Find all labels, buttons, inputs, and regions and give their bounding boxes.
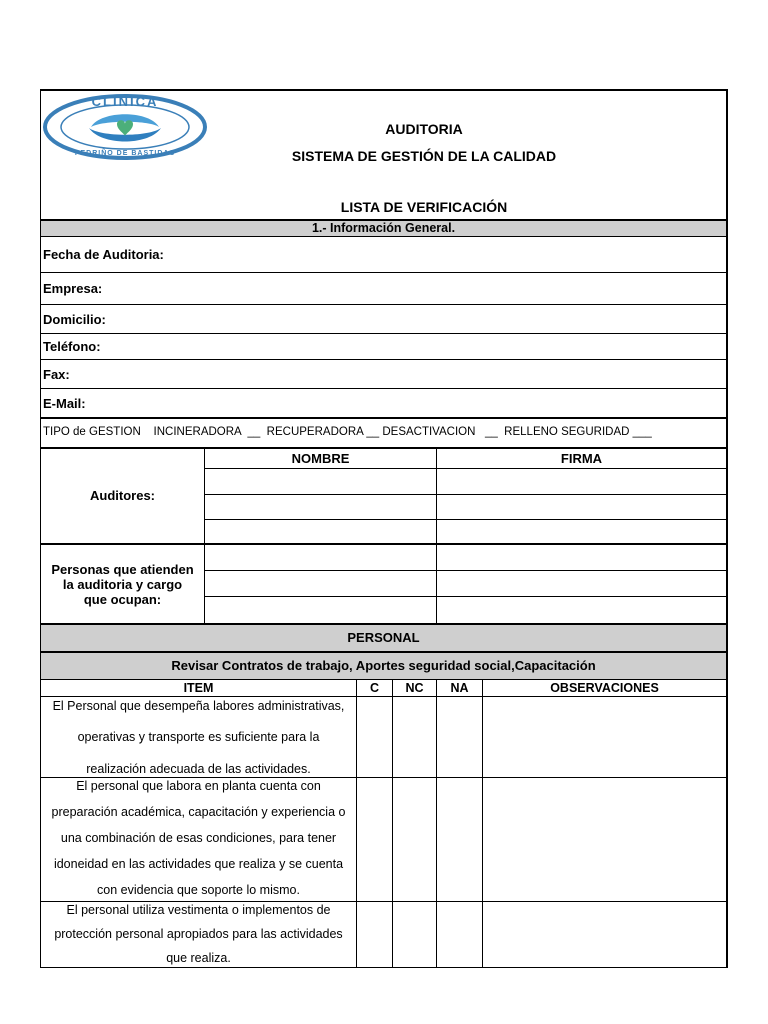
- logo-bottom-text: PEDRIÑO DE BASTIDAS: [74, 150, 176, 157]
- personas-label-2: la auditoria y cargo: [62, 577, 183, 592]
- col-firma: FIRMA: [560, 451, 603, 466]
- col-c: C: [369, 681, 380, 695]
- col-nombre: NOMBRE: [291, 451, 350, 466]
- clinic-logo: [41, 90, 210, 161]
- field-telefono-label: Teléfono:: [43, 339, 101, 354]
- field-fecha-label: Fecha de Auditoria:: [43, 247, 164, 262]
- title-auditoria: AUDITORIA: [385, 121, 463, 137]
- item-2-text: El personal que labora en planta cuenta con preparación académica, capacitación y experiencia o una combinación de esas condiciones, para tener idoneidad en las actividades que realiza y se cuenta con evidencia que soporte lo mismo.: [51, 779, 346, 897]
- col-item: ITEM: [183, 681, 214, 695]
- section-heading: 1.- Información General.: [41, 221, 726, 236]
- item-1-text: El Personal que desempeña labores administrativas, operativas y transporte es suficiente para la realización adecuada de las actividades.: [52, 699, 345, 776]
- field-email-label: E-Mail:: [43, 396, 86, 411]
- tipo-gestion-line: TIPO de GESTION INCINERADORA __ RECUPERADORA __ DESACTIVACION __ RELLENO SEGURIDAD ___: [43, 426, 652, 438]
- col-observaciones: OBSERVACIONES: [550, 681, 659, 695]
- logo-top-text: CLINICA: [91, 94, 159, 109]
- title-sistema: SISTEMA DE GESTIÓN DE LA CALIDAD: [291, 148, 557, 164]
- title-lista: LISTA DE VERIFICACIÓN: [340, 199, 508, 215]
- field-empresa-label: Empresa:: [43, 281, 103, 296]
- personal-subheading: Revisar Contratos de trabajo, Aportes seguridad social,Capacitación: [41, 653, 726, 679]
- personas-label-3: que ocupan:: [83, 592, 162, 607]
- auditores-label: Auditores:: [90, 488, 155, 503]
- field-fax-label: Fax:: [43, 367, 70, 382]
- personas-label-1: Personas que atienden: [51, 562, 194, 577]
- col-na: NA: [450, 681, 469, 695]
- personal-heading: PERSONAL: [41, 625, 726, 651]
- field-domicilio-label: Domicilio:: [43, 312, 106, 327]
- col-nc: NC: [405, 681, 424, 695]
- item-3-text: El personal utiliza vestimenta o implementos de protección personal apropiados para las actividades que realiza.: [54, 903, 343, 965]
